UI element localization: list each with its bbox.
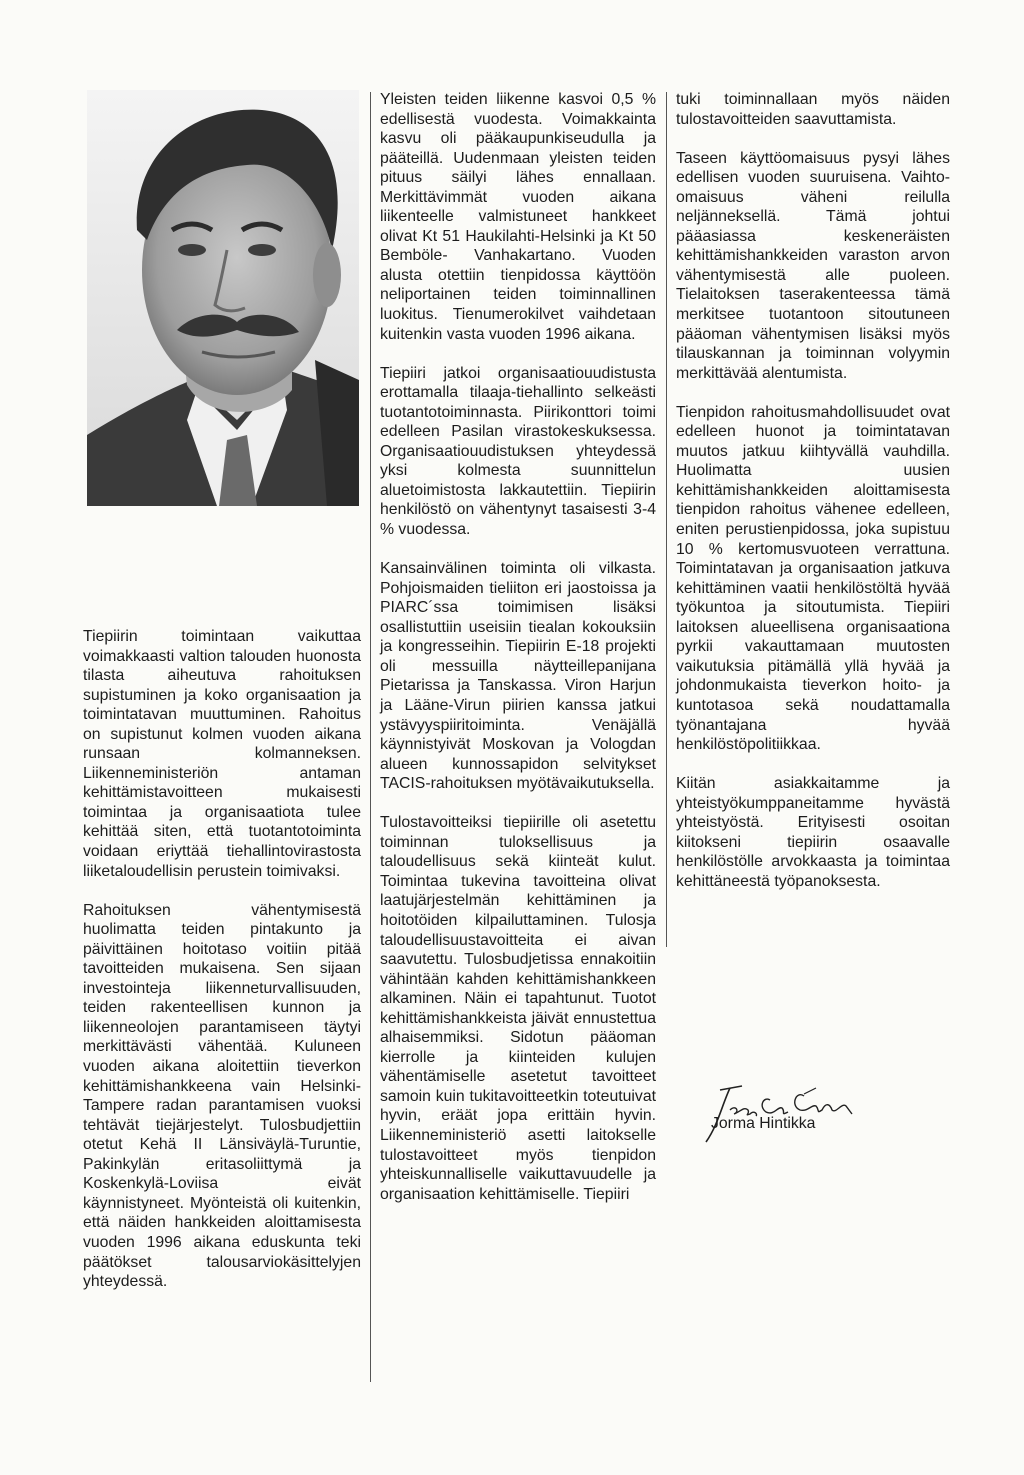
text-column-2 xyxy=(380,90,656,1204)
signature-name: Jorma Hintikka xyxy=(711,1115,816,1132)
paragraph: Tiepiiri jatkoi organisaatiouudistusta erottamalla tilaaja-tiehallinto selkeästi tuotantotoiminnasta. Piirikonttori toimi edelleen Pasilan virastokeskuksessa. Organisaatiouudistuksen yhteydessä yksi kolmesta suunnittelun aluetoimistosta lakkautettiin. Tiepiirin henkilöstö on vähentynyt tasaisesti 3-4 % vuodessa. xyxy=(380,364,656,539)
text-column-1 xyxy=(83,627,361,1311)
paragraph: Yleisten teiden liikenne kasvoi 0,5 % edellisestä vuodesta. Voimakkainta kasvu oli pääkaupunkiseudulla ja pääteillä. Uudenmaan yleisten teiden pituus säilyi lähes ennallaan. Merkittävimmät vuoden aikana liikenteelle valmistuneet hankkeet olivat Kt 51 Haukilahti-Helsinki ja Kt 50 Bemböle- Vanhakartano. Vuoden alusta otettiin tienpidossa käyttöön neliportainen teiden toiminnallinen luokitus. Tienumerokilvet vaihdetaan kuitenkin vasta vuoden 1996 aikana. xyxy=(380,91,656,343)
paragraph: tuki toiminnallaan myös näiden tulostavoitteiden saavuttamista. xyxy=(676,91,950,128)
paragraph: Tulostavoitteiksi tiepiirille oli asetettu toiminnan tuloksellisuus ja taloudellisuus sekä kiinteät kulut. Toimintaa tukevina tavoitteina olivat laatujärjestelmän kehittäminen ja hoitotöiden kilpailuttaminen. Tulosja taloudellisuustavoitteita ei aivan saavutettu. Tulosbudjetissa ennakoitiin vähintään kahden kehittämishankkeen alkaminen. Näin ei tapahtunut. Tuotot kehittämishankkeista jäivät ennustettua alhaisemmiksi. Sidotun pääoman kierrolle ja kiinteiden kulujen vähentämiselle asetetut tavoitteet samoin kuin tukitavoitteetkin toteutuivat hyvin, eräät jopa erittäin hyvin. Liikenneministeriö asetti laitokselle tulostavoitteet myös tienpidon yhteiskunnalliselle vaikuttavuudelle ja organisaation kehittämiselle. Tiepiiri xyxy=(380,814,656,1203)
paragraph: Tiepiirin toimintaan vaikuttaa voimakkaasti valtion talouden huonosta tilasta aiheutuva rahoituksen supistuminen ja koko organisaation ja toimintatavan muuttuminen. Rahoitus on supistunut kolmen vuoden aikana runsaan kolmanneksen. Liikenneministeriön antaman kehittämistavoitteen mukaisesti toimintaa ja organisaatiota tulee kehittää siten, että tuotantotoiminta voidaan eriyttää tiehallintovirastosta liiketaloudellisin perustein toimivaksi. xyxy=(83,628,361,880)
column-divider-2 xyxy=(666,92,667,947)
portrait-photo xyxy=(87,90,359,506)
paragraph: Taseen käyttöomaisuus pysyi lähes edellisen vuoden suuruisena. Vaihto-omaisuus väheni reilulla neljänneksellä. Tämä johtui pääasiassa keskeneräisten kehittämishankkeiden varaston arvon vähentymisestä alle puoleen. Tielaitoksen taserakenteessa tämä merkitsee tuotantoon sitoutuneen pääoman vähentymisen lisäksi myös tilauskannan ja toiminnan volyymin merkittävää alentumista. xyxy=(676,149,950,382)
paragraph: Kiitän asiakkaitamme ja yhteistyökumppaneitamme hyvästä yhteistyöstä. Erityisesti osoitan kiitokseni tiepiirin osaavalle henkilöstölle arvokkaasta ja toimintaa kehittäneestä työpanoksesta. xyxy=(676,775,950,890)
column-divider-1 xyxy=(370,92,371,1382)
paragraph: Kansainvälinen toiminta oli vilkasta. Pohjoismaiden tieliiton eri jaostoissa ja PIARC´ssa toimimisen lisäksi osallistuttiin useisiin tiealan kokouksiin ja kongresseihin. Tiepiirin E-18 projekti oli messuilla näytteillepanijana Pietarissa ja Tanskassa. Viron Harjun ja Lääne-Virun piirien kanssa jatkui ystävyyspiiritoiminta. Venäjällä käynnistyivät Moskovan ja Vologdan alueen kunnossapidon selvitykset TACIS-rahoituksen myötävaikutuksella. xyxy=(380,560,656,793)
text-column-3 xyxy=(676,90,950,911)
paragraph: Rahoituksen vähentymisestä huolimatta teiden pintakunto ja päivittäinen hoitotaso voitiin pitää tavoitteiden mukaisena. Sen sijaan investointeja liikenneturvallisuuden, teiden rakenteellisen kunnon ja liikenneolojen parantamiseen täytyi merkittävästi vähentää. Kuluneen vuoden aikana aloitettiin tieverkon kehittämishankkeena vain Helsinki-Tampere radan parantamisen vuoksi tehtävät tiejärjestelyt. Tulosbudjettiin otetut Kehä II Länsiväylä-Turuntie, Pakinkylän eritasoliittymä ja Koskenkylä-Loviisa eivät käynnistyneet. Myönteistä oli kuitenkin, että näiden hankkeiden aloittamisesta vuoden 1996 aikana eduskunta teki päätökset talousarviokäsittelyjen yhteydessä. xyxy=(83,901,361,1291)
paragraph: Tienpidon rahoitusmahdollisuudet ovat edelleen huonot ja toimintatavan muutos jatkuu kiihtyvällä vauhdilla. Huolimatta uusien kehittämishankkeiden aloittamisesta tienpidon rahoitus vähenee edelleen, eniten perustienpidossa, joka supistuu 10 % kertomusvuoteen verrattuna. Toimintatavan ja organisaation jatkuva kehittäminen vaatii henkilöstöltä hyvää työkuntoa ja sitoutumista. Tiepiiri laitoksen alueellisena organisaationa pyrkii vakauttamaan muutosten vaikutuksia pitämällä yllä hyvää ja johdonmukaista tieverkon hoito- ja kuntotasoa sekä noudattamalla työnantajana hyvää henkilöstöpolitiikkaa. xyxy=(676,403,950,754)
portrait-image xyxy=(87,90,359,506)
